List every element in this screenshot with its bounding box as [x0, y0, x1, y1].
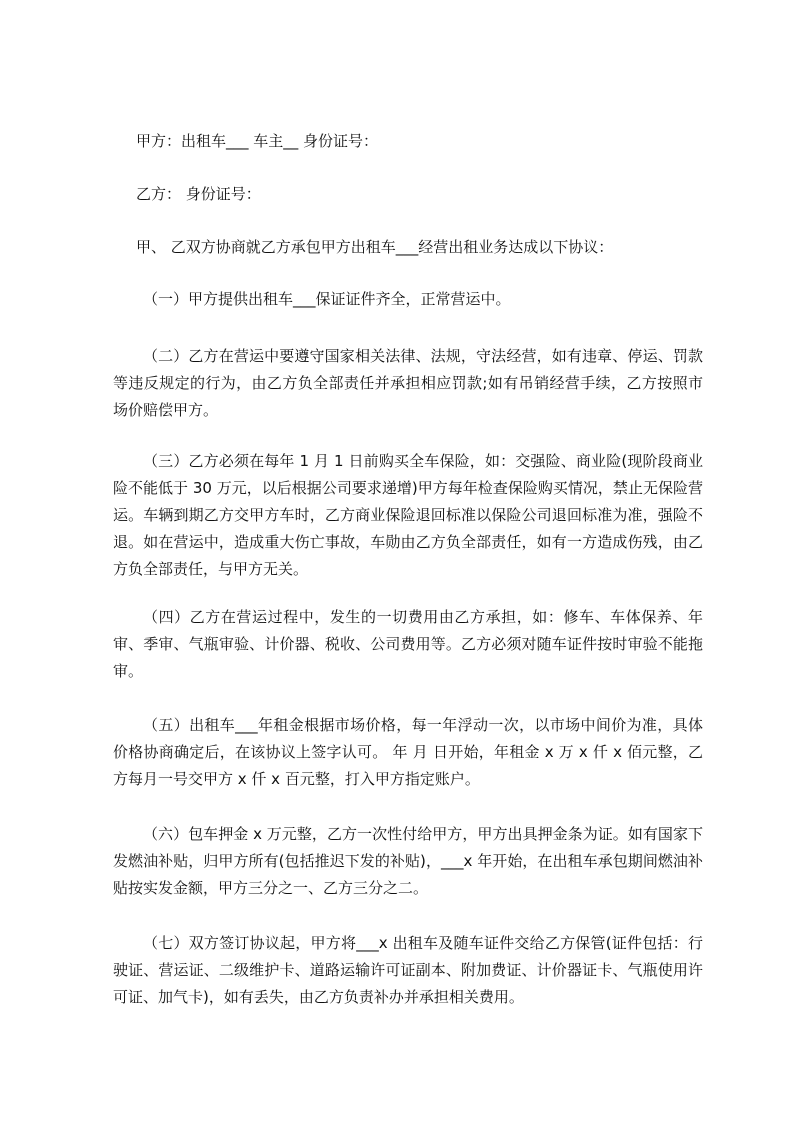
clause-3: （三）乙方必须在每年 1 月 1 日前购买全车保险，如：交强险、商业险(现阶段商业险不能低于 30 万元，以后根据公司要求递增)甲方每年检查保险购买情况，禁止无保险营运。车辆到期乙方交甲方车时，乙方商业保险退回标准以保险公司退回标准为准，强险不退。如在营运中，造成重大伤亡事故，车勋由乙方负全部责任，如有一方造成伤残，由乙方负全部责任，与甲方无关。	[113, 452, 703, 578]
party-b-line: 乙方： 身份证号：	[136, 185, 261, 203]
party-a-line: 甲方：出租车___ 车主__ 身份证号：	[136, 132, 379, 150]
preamble-line: 甲、 乙双方协商就乙方承包甲方出租车___经营出租业务达成以下协议：	[136, 238, 614, 256]
clause-2: （二）乙方在营运中要遵守国家相关法律、法规，守法经营，如有违章、停运、罚款等违反规定的行为，由乙方负全部责任并承担相应罚款;如有吊销经营手续，乙方按照市场价赔偿甲方。	[113, 347, 703, 419]
clause-5: （五）出租车___年租金根据市场价格，每一年浮动一次，以市场中间价为准，具体价格协商确定后，在该协议上签字认可。 年 月 日开始，年租金 x 万 x 仟 x 佰元整，乙方每月一号交甲方 x 仟 x 百元整，打入甲方指定账户。	[113, 716, 703, 788]
clause-7: （七）双方签订协议起，甲方将___x 出租车及随车证件交给乙方保管(证件包括：行驶证、营运证、二级维护卡、道路运输许可证副本、附加费证、计价器证卡、气瓶使用许可证、加气卡)，如有丢失，由乙方负责补办并承担相关费用。	[113, 934, 703, 1006]
clause-4: （四）乙方在营运过程中，发生的一切费用由乙方承担，如：修车、车体保养、年审、季审、气瓶审验、计价器、税收、公司费用等。乙方必须对随车证件按时审验不能拖审。	[113, 608, 703, 680]
clause-1: （一）甲方提供出租车___保证证件齐全，正常营运中。	[143, 290, 511, 308]
clause-6: （六）包车押金 x 万元整，乙方一次性付给甲方，甲方出具押金条为证。如有国家下发燃油补贴，归甲方所有(包括推迟下发的补贴)，___x 年开始，在出租车承包期间燃油补贴按实发金额，甲方三分之一、乙方三分之二。	[113, 825, 703, 897]
